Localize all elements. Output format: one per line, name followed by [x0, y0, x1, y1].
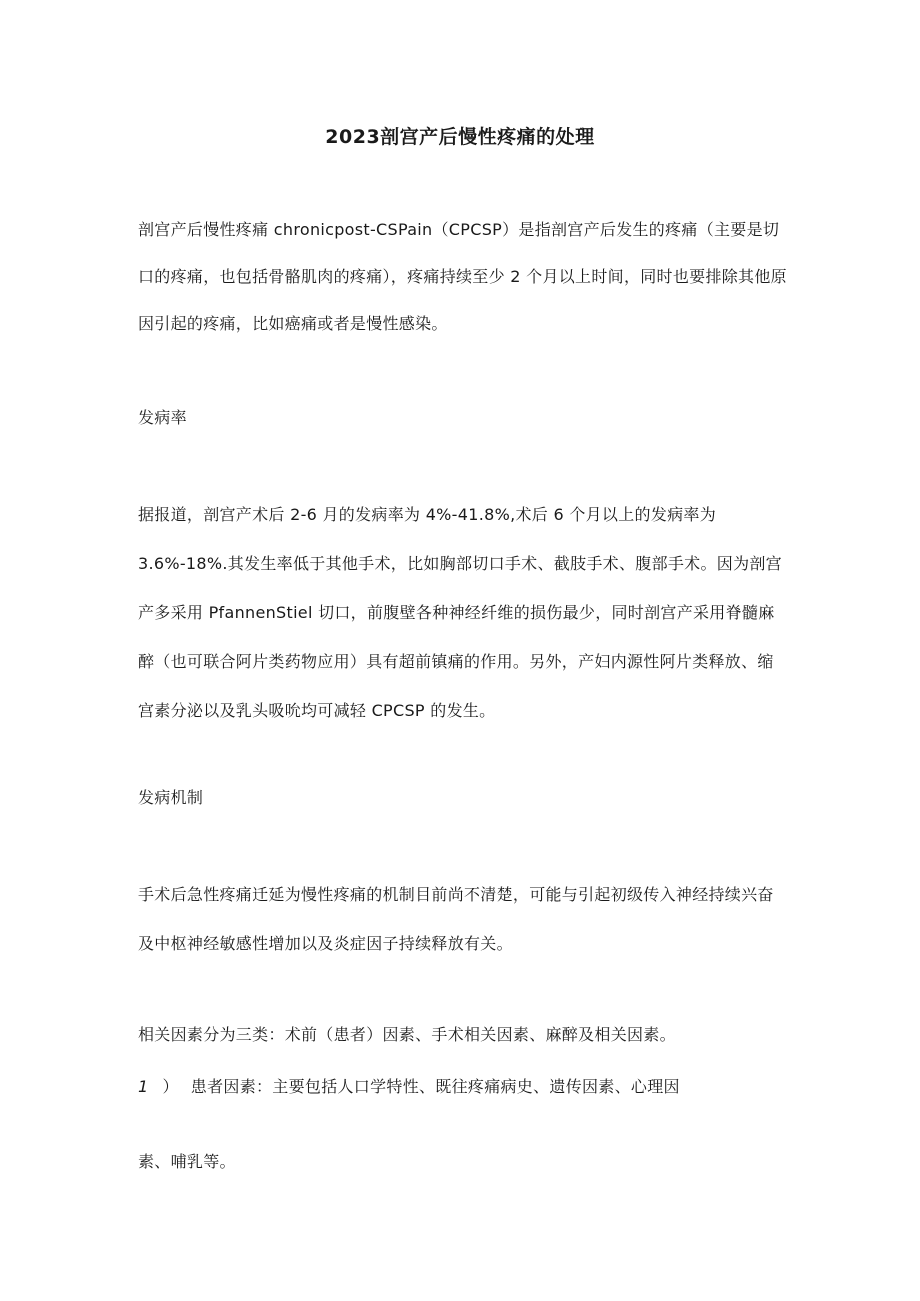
incidence-heading: 发病率 [138, 408, 187, 427]
factor-item-1-continuation: 素、哺乳等。 [138, 1152, 236, 1171]
factor-item-paren: ） [162, 1077, 179, 1096]
factors-intro: 相关因素分为三类：术前（患者）因素、手术相关因素、麻醉及相关因素。 [138, 1025, 676, 1044]
incidence-paragraph: 据报道，剖宫产术后 2-6 月的发病率为 4%-41.8%,术后 6 个月以上的发病率为 3.6%-18%.其发生率低于其他手术，比如胸部切口手术、截肢手术、腹部手术。因为剖宫产多采用 PfannenStiel 切口，前腹壁各种神经纤维的损伤最少，同时剖宫产采用脊髓麻醉（也可联合阿片类药物应用）具有超前镇痛的作用。另外，产妇内源性阿片类释放、缩宫素分泌以及乳头吸吮均可减轻 CPCSP 的发生。 [138, 505, 782, 720]
document-title: 2023剖宫产后慢性疼痛的处理 [325, 126, 595, 148]
mechanism-paragraph: 手术后急性疼痛迁延为慢性疼痛的机制目前尚不清楚，可能与引起初级传入神经持续兴奋及中枢神经敏感性增加以及炎症因子持续释放有关。 [138, 885, 774, 953]
mechanism-heading: 发病机制 [138, 788, 204, 807]
factor-item-number: 1 [138, 1077, 149, 1096]
intro-paragraph: 剖宫产后慢性疼痛 chronicpost-CSPain（CPCSP）是指剖宫产后发生的疼痛（主要是切口的疼痛，也包括骨骼肌肉的疼痛），疼痛持续至少 2 个月以上时间，同时也要排除其他原因引起的疼痛，比如癌痛或者是慢性感染。 [138, 220, 787, 333]
factor-item-text: 患者因素：主要包括人口学特性、既往疼痛病史、遗传因素、心理因 [190, 1077, 680, 1096]
factor-item-1 [138, 1075, 738, 1099]
